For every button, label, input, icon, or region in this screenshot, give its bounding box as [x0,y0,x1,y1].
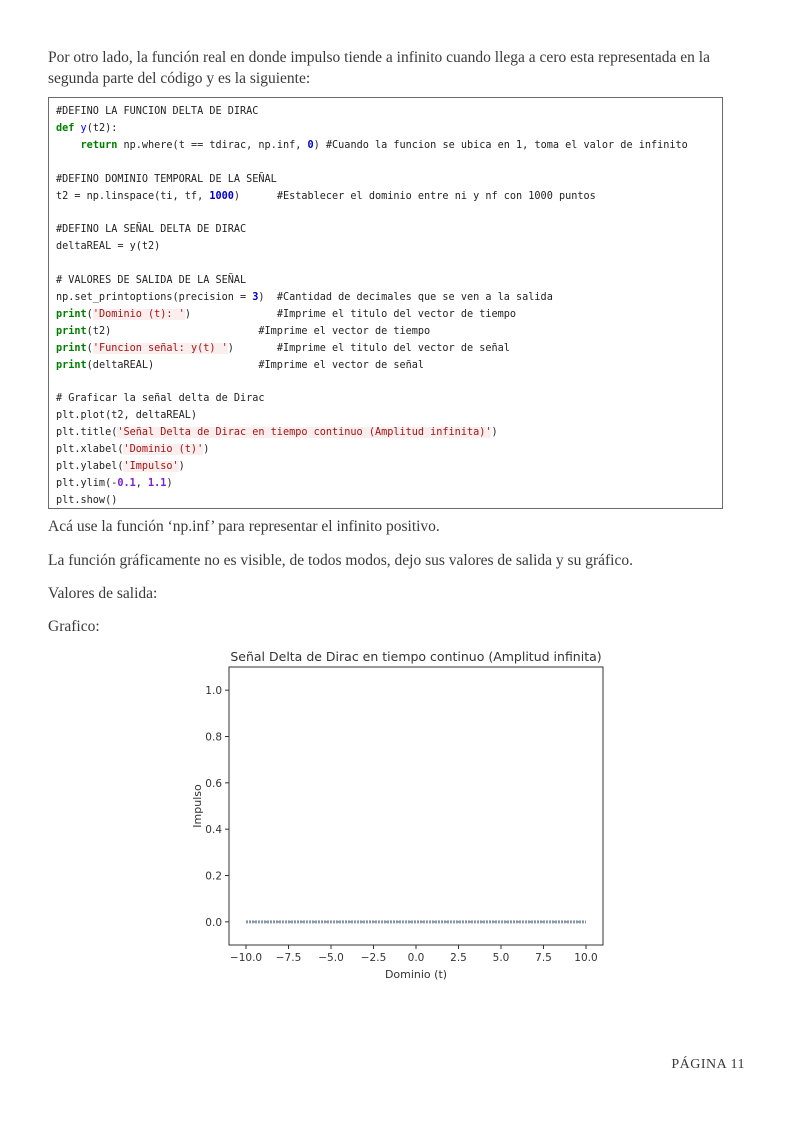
code-token: 'Señal Delta de Dirac en tiempo continuo (Amplitud infinita)' [117,427,492,439]
x-tick-label: −7.5 [275,952,302,964]
x-tick-label: 10.0 [574,952,598,964]
code-token: 'Dominio (t): ' [92,308,185,320]
code-token: 'Dominio (t)' [123,444,204,455]
y-tick-label: 0.6 [205,777,222,790]
code-token: t2 = np.linspace(ti, tf, [56,190,210,202]
code-token: return [80,139,118,151]
code-token: y [80,122,87,134]
code-line [56,460,185,474]
code-token: ) #Imprime el titulo del vector de señal [227,342,510,354]
x-tick-label: −2.5 [360,952,387,964]
code-line [56,426,498,440]
code-token: #DEFINO LA SEÑAL DELTA DE DIRAC [56,224,247,236]
code-line [56,409,197,423]
code-token: plt.ylabel( [56,460,124,472]
x-axis-label: Dominio (t) [384,968,448,981]
code-line [56,392,265,406]
plot-area [229,667,603,945]
code-token: 3 [252,291,259,303]
y-tick-label: 0.2 [205,870,222,883]
code-token: 'Funcion señal: y(t) ' [92,342,228,354]
code-token: # VALORES DE SALIDA DE LA SEÑAL [56,275,247,286]
x-tick-label: 2.5 [450,952,467,964]
code-line [56,359,424,373]
code-token: ) #Cuando la funcion se ubica en 1, toma el valor de infinito [313,139,688,151]
page-number: PÁGINA 11 [671,1057,745,1072]
y-tick-label: 0.8 [205,731,222,744]
code-token: plt.show() [56,494,118,506]
code-token: plt.plot(t2, deltaREAL) [56,410,198,422]
code-line [56,223,246,237]
code-token: print [56,325,87,337]
code-token: #DEFINO LA FUNCION DELTA DE DIRAC [56,106,259,117]
code-token: plt.ylim(- [56,477,118,489]
y-axis-label: Impulso [191,784,204,828]
code-token: def [56,122,75,134]
code-token: plt.title( [56,427,118,439]
y-tick-label: 1.0 [205,685,222,698]
y-tick-label: 0.4 [205,824,222,837]
code-line [56,139,688,153]
code-token: #DEFINO DOMINIO TEMPORAL DE LA SEÑAL [56,173,277,185]
x-tick-label: −10.0 [229,952,263,964]
code-token: ) #Imprime el titulo del vector de tiempo [184,308,517,320]
code-token: print [56,308,87,320]
code-token: ) [166,477,173,489]
paragraph-output-values: Valores de salida: [48,585,158,602]
code-token: 0 [307,139,314,151]
code-line [56,274,246,288]
code-line [56,308,516,322]
code-line [56,190,596,204]
code-line [56,291,553,305]
code-token: ) #Establecer el dominio entre ni y nf con 1000 puntos [233,190,596,202]
code-token: ) #Cantidad de decimales que se ven a la salida [258,291,553,303]
code-line [56,494,117,508]
code-token [56,140,81,151]
paragraph-np-inf: Acá use la función ‘np.inf’ para representar el infinito positivo. [48,518,440,535]
x-tick-label: 0.0 [407,952,425,964]
code-token: # Graficar la señal delta de Dirac [56,393,265,405]
code-token: (deltaREAL) #Imprime el vector de señal [86,359,425,371]
code-token: plt.xlabel( [56,444,124,455]
code-line [56,477,173,491]
code-token: ( [86,342,93,354]
code-line [56,325,430,339]
code-token: (t2) #Imprime el vector de tiempo [86,325,431,337]
code-line [56,173,277,187]
code-line [56,443,209,457]
code-block [48,97,723,509]
code-token: ) [203,444,210,455]
code-line [56,342,510,356]
code-token: ( [86,308,93,320]
code-token: deltaREAL = y(t2) [56,241,161,253]
paragraph-grafico: Grafico: [48,618,100,635]
code-token: 'Impulso' [123,460,179,472]
x-tick-label: 5.0 [492,952,510,964]
code-token: 1.1 [148,477,167,489]
code-token: , [135,477,149,489]
code-token: np.set_printoptions(precision = [56,291,253,303]
intro-paragraph: Por otro lado, la función real en donde impulso tiende a infinito cuando llega a cero esta representada en la segunda parte del código y es la siguiente: [48,49,710,87]
code-token: ) [491,427,498,439]
y-tick-label: 0.0 [205,916,222,929]
code-token: ) [178,460,185,472]
x-tick-label: 7.5 [535,952,552,964]
chart-title: Señal Delta de Dirac en tiempo continuo (Amplitud infinita) [230,649,602,664]
code-line [56,122,117,136]
code-line [56,105,258,119]
paragraph-graph-note: La función gráficamente no es visible, de todos modos, dejo sus valores de salida y su gráfico. [48,552,633,569]
code-token: (t2): [86,122,118,134]
code-token: 0.1 [117,477,136,489]
code-token: np.where(t == tdirac, np.inf, [117,139,308,151]
code-line [56,240,160,254]
x-tick-label: −5.0 [318,952,344,964]
code-token: print [56,342,87,354]
code-token: print [56,359,87,371]
code-token: 1000 [209,190,234,202]
